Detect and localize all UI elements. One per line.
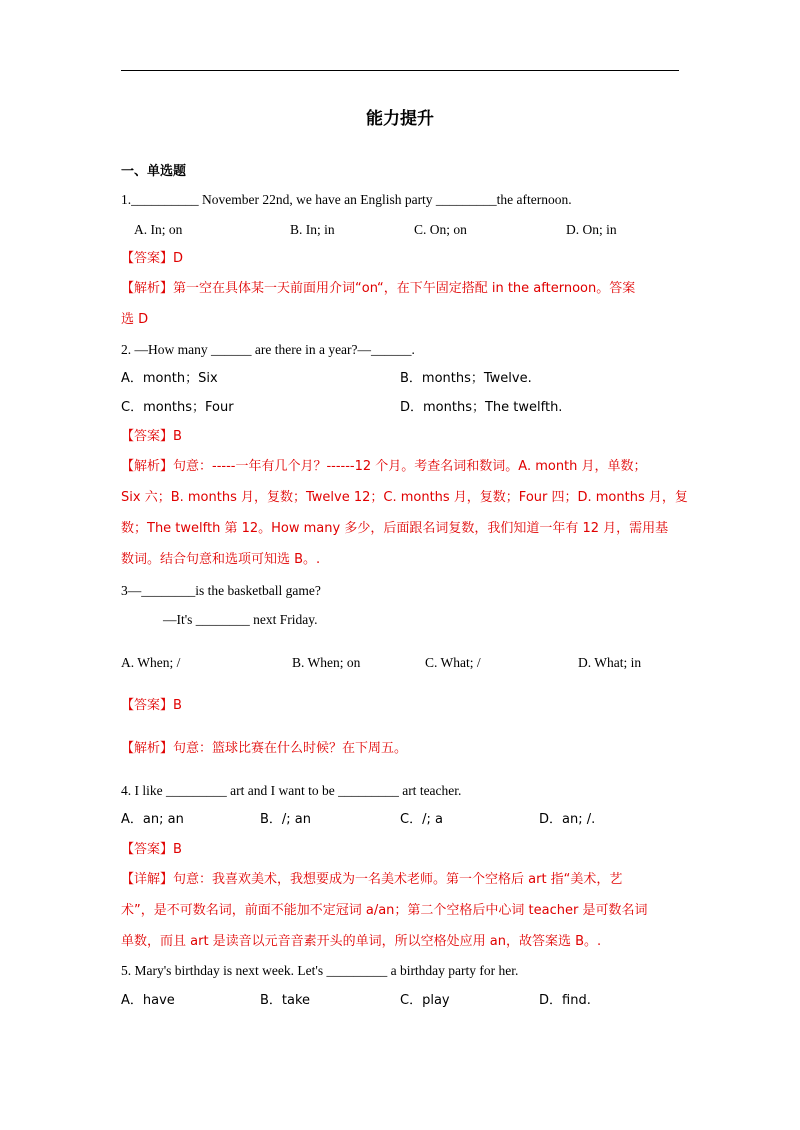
q2-option-c: C．months；Four xyxy=(121,400,234,415)
q2-analysis-line-3: 数；The twelfth 第 12。How many 多少，后面跟名词复数，我们知道一年有 12 月，需用基 xyxy=(121,521,669,536)
q5-stem: 5. Mary's birthday is next week. Let's _________ a birthday party for her. xyxy=(121,963,519,978)
q5-option-b: B．take xyxy=(260,993,311,1008)
q2-analysis-line-2: Six 六；B. months 月，复数；Twelve 12；C. months 月，复数；Four 四；D. months 月，复 xyxy=(121,490,688,505)
q3-option-d: D. What; in xyxy=(578,655,642,670)
q5-option-c: C．play xyxy=(400,993,450,1008)
q2-answer: 【答案】B xyxy=(121,429,182,444)
q1-analysis-line-2: 选 D xyxy=(121,312,149,327)
q4-answer: 【答案】B xyxy=(121,842,182,857)
header-rule xyxy=(121,70,679,71)
q1-option-b: B. In; in xyxy=(290,222,335,237)
q2-option-d: D．months；The twelfth. xyxy=(400,400,563,415)
q4-option-a: A．an; an xyxy=(121,812,184,827)
section-heading: 一、单选题 xyxy=(121,164,187,179)
q4-analysis-line-2: 术”，是不可数名词，前面不能加不定冠词 a/an；第二个空格后中心词 teacher 是可数名词 xyxy=(121,903,648,918)
q5-option-d: D．find. xyxy=(539,993,591,1008)
q3-option-c: C. What; / xyxy=(425,655,481,670)
page-title: 能力提升 xyxy=(366,109,434,129)
q1-answer: 【答案】D xyxy=(121,251,184,266)
q4-option-b: B．/; an xyxy=(260,812,312,827)
q2-stem: 2. —How many ______ are there in a year?—______. xyxy=(121,342,415,357)
q5-option-a: A．have xyxy=(121,993,175,1008)
q2-option-b: B．months；Twelve. xyxy=(400,371,532,386)
q2-option-a: A．month；Six xyxy=(121,371,218,386)
q2-analysis-line-1: 【解析】句意：-----一年有几个月？------12 个月。考查名词和数词。A. month 月，单数； xyxy=(121,459,647,474)
q3-answer: 【答案】B xyxy=(121,698,182,713)
q1-option-d: D. On; in xyxy=(566,222,617,237)
q3-option-b: B. When; on xyxy=(292,655,361,670)
q4-option-c: C．/; a xyxy=(400,812,443,827)
q1-stem: 1.__________ November 22nd, we have an English party _________the afternoon. xyxy=(121,192,572,207)
q2-analysis-line-4: 数词。结合句意和选项可知选 B。. xyxy=(121,552,321,567)
q1-option-a: A. In; on xyxy=(134,222,183,237)
q4-stem: 4. I like _________ art and I want to be _________ art teacher. xyxy=(121,783,462,798)
q3-stem-reply: —It's ________ next Friday. xyxy=(163,612,318,627)
q3-analysis-line-1: 【解析】句意：篮球比赛在什么时候？在下周五。 xyxy=(121,741,408,756)
q4-analysis-line-1: 【详解】句意：我喜欢美术，我想要成为一名美术老师。第一个空格后 art 指“美术，艺 xyxy=(121,872,623,887)
q1-option-c: C. On; on xyxy=(414,222,467,237)
q1-analysis-line-1: 【解析】第一空在具体某一天前面用介词“on“，在下午固定搭配 in the afternoon。答案 xyxy=(121,281,636,296)
q3-option-a: A. When; / xyxy=(121,655,181,670)
q4-analysis-line-3: 单数，而且 art 是读音以元音音素开头的单词，所以空格处应用 an，故答案选 B。. xyxy=(121,934,602,949)
q3-stem: 3—________is the basketball game? xyxy=(121,583,321,598)
q4-option-d: D．an; /. xyxy=(539,812,596,827)
